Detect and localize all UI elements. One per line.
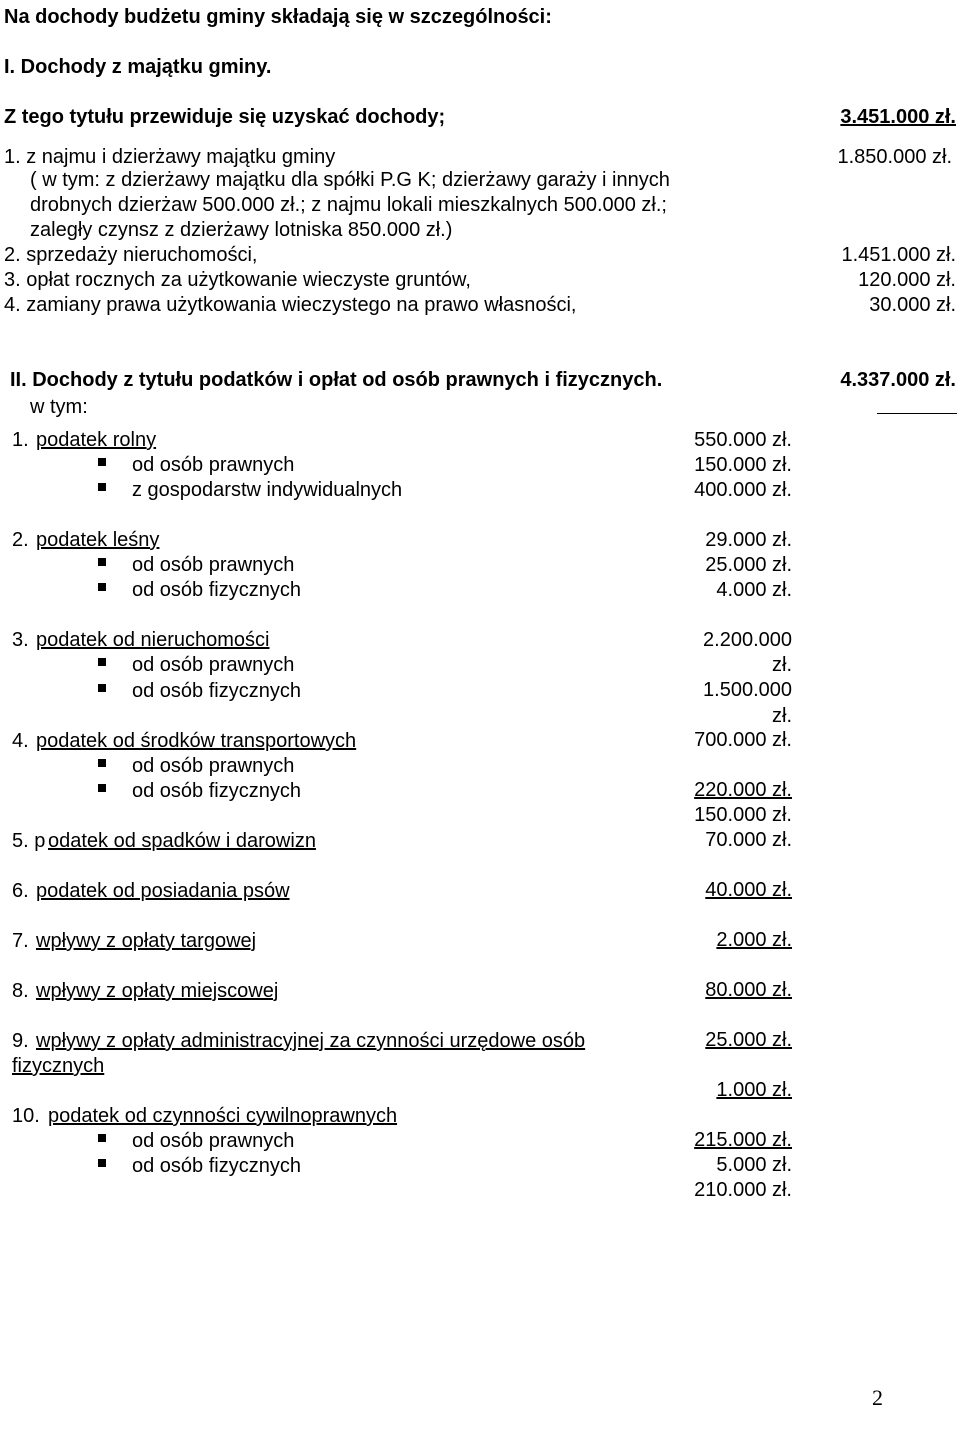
s1-item4: 4. zamiany prawa użytkowania wieczystego na prawo własności, (4, 294, 577, 316)
bullet-icon (98, 1134, 106, 1142)
bullet-icon (98, 658, 106, 666)
s1-item1-line3: drobnych dzierżaw 500.000 zł.; z najmu lokali mieszkalnych 500.000 zł.; (30, 194, 667, 216)
page-number: 2 (872, 1385, 883, 1410)
s2-item3-sub2-amount: 1.500.000 (703, 679, 792, 701)
s1-item3-amount: 120.000 zł. (858, 269, 956, 291)
s2-item4-amount: 700.000 zł. (694, 729, 792, 751)
s1-item1-amount: 1.850.000 zł. (837, 146, 952, 168)
bullet-icon (98, 458, 106, 466)
section1-lead: Z tego tytułu przewiduje się uzyskać dochody; (4, 106, 446, 128)
s1-item3: 3. opłat rocznych za użytkowanie wieczyste gruntów, (4, 269, 471, 291)
bullet-icon (98, 483, 106, 491)
s2-item1-sub2: z gospodarstw indywidualnych (132, 479, 403, 501)
s1-item1-line4: zaległy czynsz z dzierżawy lotniska 850.000 zł.) (30, 219, 453, 241)
section1-total: 3.451.000 zł. (840, 106, 956, 128)
s2-item8-num: 8. (12, 980, 29, 1002)
s2-item1-amount: 550.000 zł. (694, 429, 792, 451)
s2-item3-sub2: od osób fizycznych (132, 680, 301, 702)
section2-total: 4.337.000 zł. (840, 369, 956, 391)
s2-item7-num: 7. (12, 930, 29, 952)
s2-item1-num: 1. (12, 429, 29, 451)
s2-item9-amount-2: 1.000 zł. (716, 1079, 792, 1101)
s2-item1-label: podatek rolny (36, 429, 157, 451)
s2-item8-label: wpływy z opłaty miejscowej (36, 980, 279, 1002)
s2-item10-sub2: od osób fizycznych (132, 1155, 301, 1177)
bullet-icon (98, 1159, 106, 1167)
s2-item9-label: wpływy z opłaty administracyjnej za czynności urzędowe osób (36, 1030, 586, 1052)
s2-item3-sub2-unit: zł. (772, 705, 792, 727)
bullet-icon (98, 784, 106, 792)
s1-item1-line2: ( w tym: z dzierżawy majątku dla spółki P.G K; dzierżawy garaży i innych (30, 169, 670, 191)
s2-item6-amount: 40.000 zł. (705, 879, 792, 901)
s2-item4-sub2: od osób fizycznych (132, 780, 301, 802)
s2-item2-sub1: od osób prawnych (132, 554, 295, 576)
s2-item4-sub1-amount: 220.000 zł. (694, 779, 792, 801)
s2-item9-label-cont: fizycznych (12, 1055, 105, 1077)
s2-item5-num: 5. p (12, 830, 46, 852)
intro-heading: Na dochody budżetu gminy składają się w szczególności: (4, 6, 552, 28)
total-underline (877, 413, 957, 414)
s2-item6-num: 6. (12, 880, 29, 902)
s2-item9-amount: 25.000 zł. (705, 1029, 792, 1051)
bullet-icon (98, 558, 106, 566)
s1-item1-line1: 1. z najmu i dzierżawy majątku gminy (4, 146, 336, 168)
s2-item10-sub1-amount: 5.000 zł. (716, 1154, 792, 1176)
s2-item7-amount: 2.000 zł. (716, 929, 792, 951)
s2-item2-amount: 29.000 zł. (705, 529, 792, 551)
s2-item5-amount: 70.000 zł. (705, 829, 792, 851)
bullet-icon (98, 684, 106, 692)
s2-item1-sub1-amount: 150.000 zł. (694, 454, 792, 476)
s2-item2-sub2-amount: 4.000 zł. (716, 579, 792, 601)
s2-item3-sub1-amount: zł. (772, 654, 792, 676)
s1-item4-amount: 30.000 zł. (869, 294, 956, 316)
s2-item3-amount: 2.200.000 (703, 629, 792, 651)
s2-item2-sub2: od osób fizycznych (132, 579, 301, 601)
section2-title: II. Dochody z tytułu podatków i opłat od osób prawnych i fizycznych. (10, 369, 663, 391)
s2-item3-label: podatek od nieruchomości (36, 629, 270, 651)
s2-item4-sub2-amount: 150.000 zł. (694, 804, 792, 826)
bullet-icon (98, 759, 106, 767)
s2-item10-label: podatek od czynności cywilnoprawnych (48, 1105, 398, 1127)
s2-item5-label: odatek od spadków i darowizn (48, 830, 316, 852)
s2-item4-label: podatek od środków transportowych (36, 730, 357, 752)
s2-item2-num: 2. (12, 529, 29, 551)
s2-item4-sub1: od osób prawnych (132, 755, 295, 777)
section2-wtym: w tym: (30, 396, 88, 418)
s2-item4-num: 4. (12, 730, 29, 752)
s2-item1-sub2-amount: 400.000 zł. (694, 479, 792, 501)
s2-item3-sub1: od osób prawnych (132, 654, 295, 676)
s2-item1-sub1: od osób prawnych (132, 454, 295, 476)
s2-item7-label: wpływy z opłaty targowej (36, 930, 257, 952)
s2-item6-label: podatek od posiadania psów (36, 880, 290, 902)
s2-item8-amount: 80.000 zł. (705, 979, 792, 1001)
s2-item2-label: podatek leśny (36, 529, 160, 551)
s2-item10-sub2-amount: 210.000 zł. (694, 1179, 792, 1201)
bullet-icon (98, 583, 106, 591)
s1-item2-amount: 1.451.000 zł. (841, 244, 956, 266)
s1-item2: 2. sprzedaży nieruchomości, (4, 244, 258, 266)
s2-item2-sub1-amount: 25.000 zł. (705, 554, 792, 576)
s2-item10-sub1: od osób prawnych (132, 1130, 295, 1152)
s2-item9-num: 9. (12, 1030, 29, 1052)
section1-title: I. Dochody z majątku gminy. (4, 56, 272, 78)
s2-item10-amount: 215.000 zł. (694, 1129, 792, 1151)
s2-item3-num: 3. (12, 629, 29, 651)
s2-item10-num: 10. (12, 1105, 40, 1127)
